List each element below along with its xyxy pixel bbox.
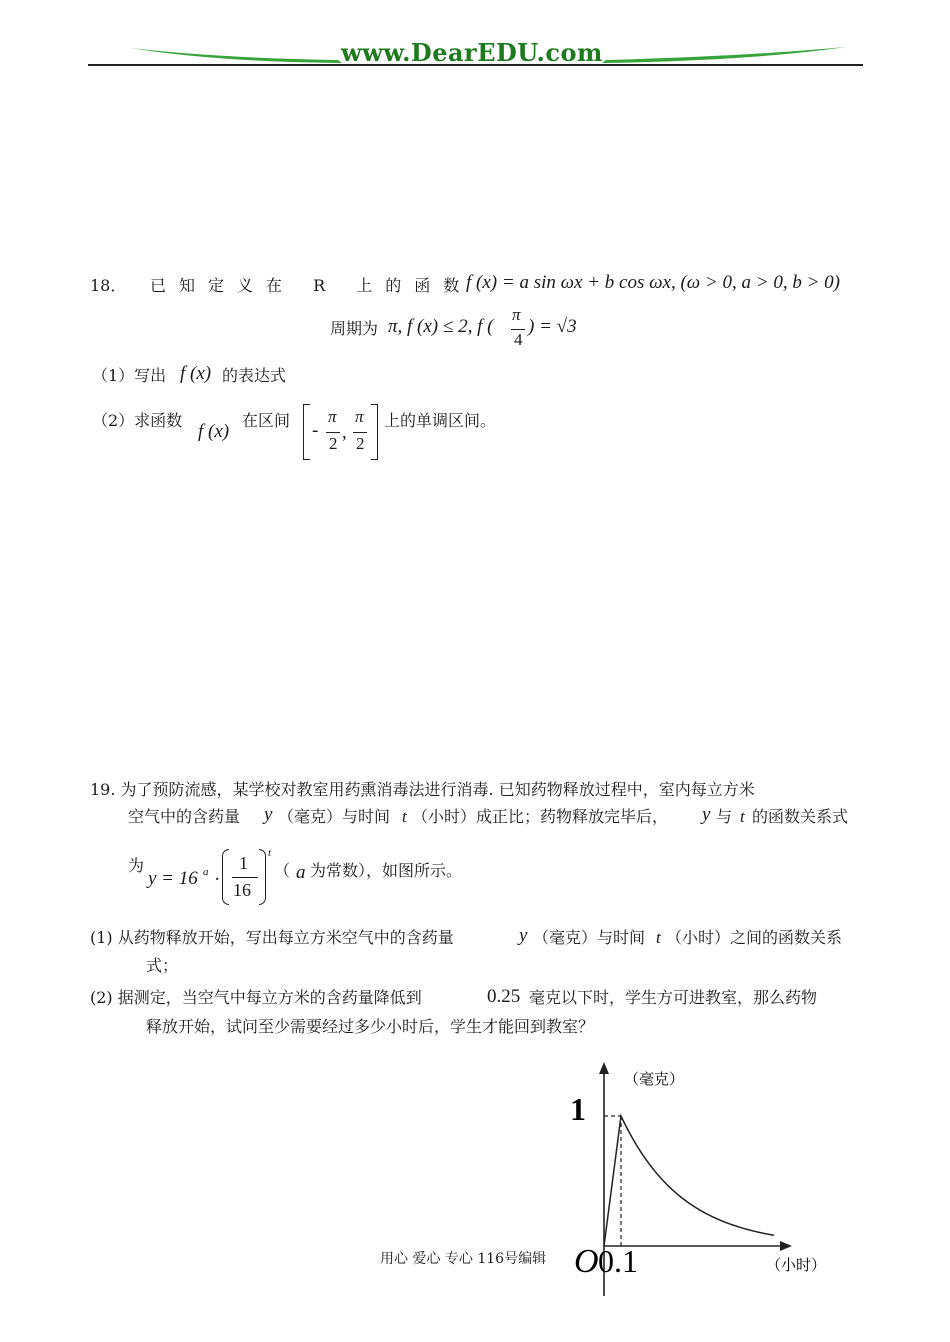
interval-frac-bar-2 [353,432,367,433]
q18-period-label: 周期为 [330,319,379,338]
q19-exp-a: a [203,866,209,878]
x-axis-label: （小时） [766,1258,827,1274]
interval-comma: , [342,422,347,443]
q19-t-2: t [740,807,745,826]
interval-two-2: 2 [356,434,365,453]
q19-part1-d: 式； [146,956,179,975]
site-brand: www.DearEDU.com [341,38,603,67]
interval-right-bracket [371,404,378,460]
y-axis-arrow [599,1062,609,1074]
q19-eq-lhs: y = 16 [148,868,198,889]
q19-frac-bar [232,877,258,878]
q18-formula: f (x) = a sin ωx + b cos ωx, (ω > 0, a > 0, b > 0) [466,272,840,293]
q18-part1-suffix: 的表达式 [222,366,287,385]
left-leaf-swoosh [130,48,342,63]
interval-pi-2: π [355,407,364,426]
q18-conditions: π, f (x) ≤ 2, f ( [388,316,494,337]
q19-a-const: a [296,862,306,883]
q18-part2-suffix: 上的单调区间。 [384,411,497,430]
q18-part2-mid: 在区间 [242,411,291,430]
q19-line1: 19. 为了预防流感，某学校对教室用药熏消毒法进行消毒. 已知药物释放过程中，室内每立方米 [90,780,755,799]
q18-part1-prefix: （1）写出 [92,366,167,385]
q19-exp-t: t [268,847,272,859]
q19-line2-a: 空气中的含药量 [128,807,241,826]
q19-line3-end: 为常数），如图所示。 [310,861,463,880]
q19-y-2: y [702,804,711,825]
q19-line2-b: （毫克）与时间 [278,807,391,826]
q18-number: 18． [90,276,127,295]
q19-line2-e: 的函数关系式 [752,807,849,826]
q19-part2-c: 释放开始，试问至少需要经过多少小时后，学生才能回到教室？ [146,1017,595,1036]
q19-frac-num: 1 [239,853,248,873]
q18-cond-end: ) = √3 [528,316,577,337]
q18-intro: 已知定义在 R 上的函数 [150,276,473,295]
q18-part1-fx: f (x) [180,363,212,384]
footer-text: 用心 爱心 专心 116号编辑 [380,1251,547,1267]
q19-line2-c: （小时）成正比；药物释放完毕后， [412,807,669,826]
q19-t-3: t [656,928,661,947]
interval-left-bracket [303,404,310,460]
interval-pi-1: π [328,407,337,426]
q19-part2-b: 毫克以下时，学生方可进教室，那么药物 [529,988,818,1007]
q18-part2-prefix: （2）求函数 [92,411,183,430]
interval-two-1: 2 [329,434,338,453]
right-leaf-swoosh [602,47,846,63]
y-axis-label: （毫克） [624,1072,685,1088]
interval-frac-bar-1 [326,432,340,433]
interval-minus: - [312,420,319,441]
q19-paren-open: （ [274,861,291,880]
y-tick-label: 1 [570,1091,586,1127]
x-tick-label: 0.1 [598,1243,638,1279]
x-axis-arrow [780,1241,792,1251]
q19-part1-c: （小时）之间的函数关系 [666,928,843,947]
q19-y-1: y [264,804,273,825]
q19-part2-a: (2) 据测定，当空气中每立方米的含药量降低到 [90,988,422,1007]
origin-label: O [574,1243,599,1280]
q19-part2-val: 0.25 [487,986,521,1007]
paren-left [222,849,229,905]
q18-part2-fx: f (x) [198,421,230,442]
q18-four-denominator: 4 [514,330,523,349]
q18-pi-numerator: π [512,305,521,324]
paren-right [259,849,266,905]
drug-concentration-chart [560,1060,850,1300]
q19-part1-b: （毫克）与时间 [533,928,646,947]
q19-frac-den: 16 [233,880,251,900]
q19-line3-wei: 为 [128,856,145,875]
q19-line2-d: 与 [716,807,733,826]
q19-t-1: t [402,807,407,826]
q19-part1-a: (1) 从药物释放开始，写出每立方米空气中的含药量 [90,928,454,947]
q19-y-3: y [519,925,528,946]
series-line [604,1116,774,1246]
q19-dot: · [214,869,221,890]
